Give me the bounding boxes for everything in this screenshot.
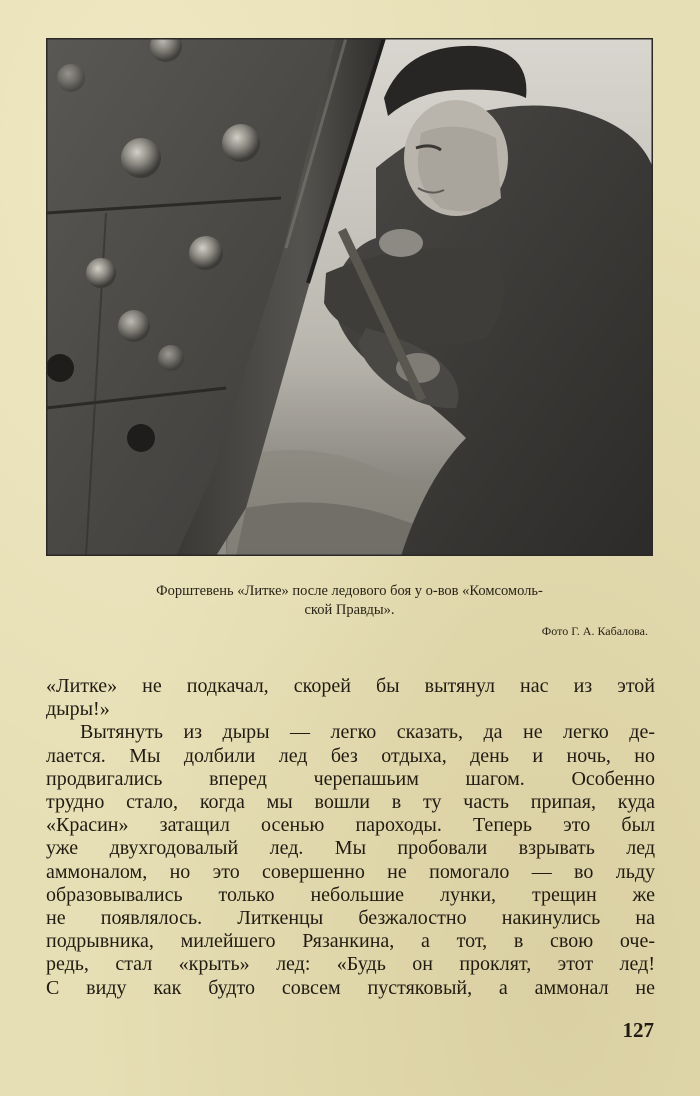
text-line: редь, стал «крыть» лед: «Будь он проклят, этот лед! (46, 953, 655, 976)
text-line: «Литке» не подкачал, скорей бы вытянул нас из этой (46, 675, 655, 697)
body-text (46, 675, 655, 1000)
text-line: аммоналом, но это совершенно не помогало — во льду (46, 860, 655, 883)
text-line: С виду как будто совсем пустяковый, а аммонал не (46, 976, 655, 999)
photo-illustration (46, 38, 653, 556)
text-line: лается. Мы долбили лед без отдыха, день и ночь, но (46, 744, 655, 767)
photograph (46, 38, 653, 556)
caption-line: Форштевень «Литке» после ледового боя у о-вов «Комсомоль- (156, 583, 543, 599)
text-line: «Красин» затащил осенью пароходы. Теперь это был (46, 814, 655, 837)
text-line: продвигались вперед черепашьим шагом. Особенно (46, 767, 655, 790)
text-line: не появлялось. Литкенцы безжалостно накинулись на (46, 907, 655, 930)
caption-line: ской Правды». (304, 602, 395, 618)
text-line: Вытянуть из дыры — легко сказать, да не легко де- (80, 721, 655, 744)
photo-caption (46, 582, 653, 620)
text-line: подрывника, милейшего Рязанкина, а тот, в свою оче- (46, 930, 655, 953)
text-line: трудно стало, когда мы вошли в ту часть припая, куда (46, 791, 655, 814)
text-line: уже двухгодовалый лед. Мы пробовали взрывать лед (46, 837, 655, 860)
photo-credit: Фото Г. А. Кабалова. (541, 624, 648, 638)
text-line: образовывались только небольшие лунки, трещин же (46, 883, 655, 906)
text-line: дыры!» (46, 698, 110, 721)
page-number: 127 (622, 1018, 654, 1042)
